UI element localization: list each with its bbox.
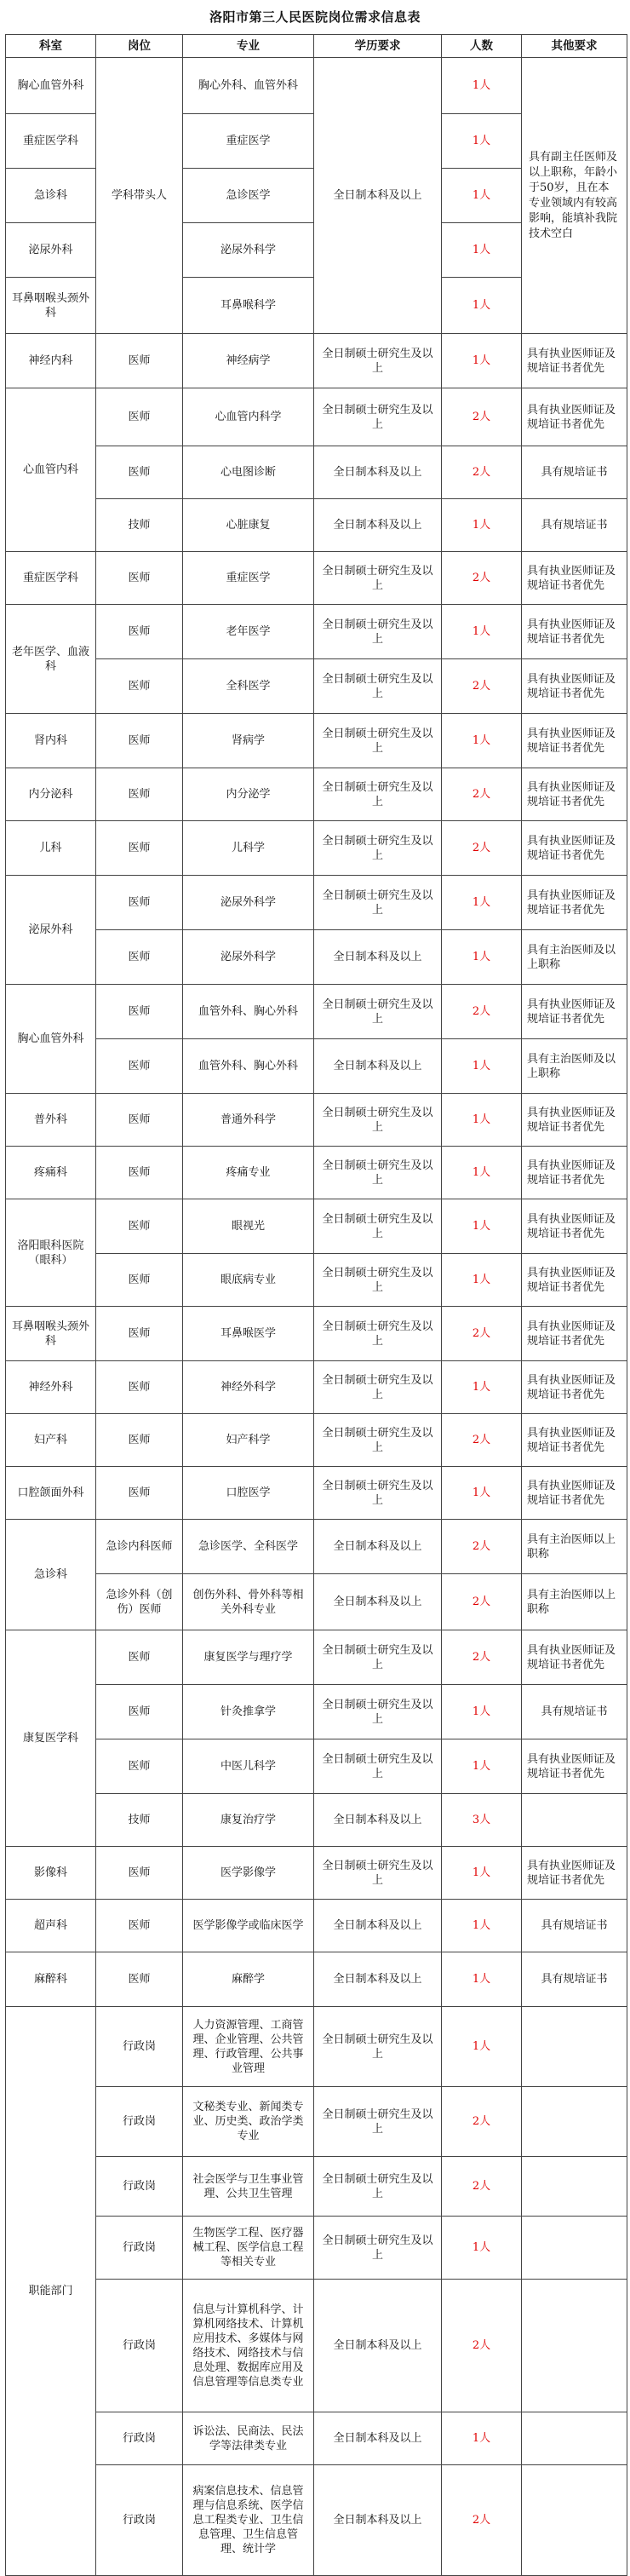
cell-other-requirements: 具有副主任医师及以上职称，年龄小于50岁，且在本专业领域内有较高影响，能填补我院技术空白 <box>522 58 627 334</box>
cell-department: 急诊科 <box>6 1520 96 1630</box>
cell-education: 全日制硕士研究生及以上 <box>314 605 442 659</box>
cell-headcount: 1人 <box>442 1094 522 1147</box>
cell-other-requirements: 具有执业医师证及规培证书者优先 <box>522 552 627 605</box>
cell-education: 全日制硕士研究生及以上 <box>314 1307 442 1361</box>
cell-major: 创伤外科、骨外科等相关外科专业 <box>183 1574 314 1630</box>
cell-other-requirements: 具有执业医师证及规培证书者优先 <box>522 768 627 821</box>
cell-other-requirements <box>522 2465 627 2576</box>
cell-headcount: 1人 <box>442 1361 522 1414</box>
cell-other-requirements <box>522 2087 627 2157</box>
cell-major: 血管外科、胸心外科 <box>183 985 314 1039</box>
cell-position: 医师 <box>96 1414 183 1467</box>
cell-education: 全日制硕士研究生及以上 <box>314 388 442 446</box>
cell-department: 心血管内科 <box>6 388 96 552</box>
table-row <box>6 499 627 552</box>
cell-headcount: 1人 <box>442 1254 522 1307</box>
header-other-requirements: 其他要求 <box>522 35 627 58</box>
cell-department: 重症医学科 <box>6 552 96 605</box>
table-row <box>6 1520 627 1574</box>
cell-education: 全日制本科及以上 <box>314 58 442 334</box>
table-row <box>6 1900 627 1952</box>
cell-education: 全日制硕士研究生及以上 <box>314 2157 442 2217</box>
cell-major: 老年医学 <box>183 605 314 659</box>
table-row <box>6 1094 627 1147</box>
table-row <box>6 876 627 930</box>
cell-major: 泌尿外科学 <box>183 930 314 985</box>
cell-department: 急诊科 <box>6 169 96 223</box>
cell-education: 全日制硕士研究生及以上 <box>314 2217 442 2280</box>
cell-major: 中医儿科学 <box>183 1739 314 1794</box>
cell-headcount: 1人 <box>442 1199 522 1254</box>
cell-education: 全日制本科及以上 <box>314 2280 442 2412</box>
cell-education: 全日制本科及以上 <box>314 1900 442 1952</box>
cell-position: 医师 <box>96 552 183 605</box>
cell-education: 全日制硕士研究生及以上 <box>314 334 442 388</box>
cell-major: 医学影像学 <box>183 1847 314 1900</box>
cell-education: 全日制硕士研究生及以上 <box>314 1254 442 1307</box>
cell-education: 全日制本科及以上 <box>314 2412 442 2465</box>
cell-major: 心脏康复 <box>183 499 314 552</box>
cell-position: 行政岗 <box>96 2280 183 2412</box>
cell-headcount: 1人 <box>442 1900 522 1952</box>
cell-other-requirements: 具有规培证书 <box>522 1952 627 2007</box>
cell-headcount: 2人 <box>442 2465 522 2576</box>
table-row <box>6 1147 627 1199</box>
cell-position: 医师 <box>96 1685 183 1739</box>
cell-education: 全日制本科及以上 <box>314 2465 442 2576</box>
cell-major: 妇产科学 <box>183 1414 314 1467</box>
cell-headcount: 2人 <box>442 1307 522 1361</box>
cell-department: 麻醉科 <box>6 1952 96 2007</box>
cell-position: 行政岗 <box>96 2087 183 2157</box>
cell-other-requirements: 具有主治医师以上职称 <box>522 1520 627 1574</box>
cell-department: 泌尿外科 <box>6 223 96 278</box>
cell-department: 超声科 <box>6 1900 96 1952</box>
cell-position: 医师 <box>96 985 183 1039</box>
cell-position: 医师 <box>96 821 183 876</box>
cell-headcount: 1人 <box>442 930 522 985</box>
cell-department: 职能部门 <box>6 2007 96 2576</box>
cell-headcount: 1人 <box>442 605 522 659</box>
table-row <box>6 1794 627 1847</box>
cell-department: 肾内科 <box>6 714 96 768</box>
table-row <box>6 1361 627 1414</box>
cell-other-requirements: 具有执业医师证及规培证书者优先 <box>522 1307 627 1361</box>
cell-headcount: 2人 <box>442 2280 522 2412</box>
cell-major: 儿科学 <box>183 821 314 876</box>
table-row <box>6 1199 627 1254</box>
cell-position: 医师 <box>96 876 183 930</box>
cell-major: 心电图诊断 <box>183 446 314 499</box>
cell-position: 医师 <box>96 1147 183 1199</box>
cell-position: 医师 <box>96 1739 183 1794</box>
table-row <box>6 334 627 388</box>
table-row <box>6 2007 627 2087</box>
cell-department: 内分泌科 <box>6 768 96 821</box>
cell-position: 医师 <box>96 1847 183 1900</box>
cell-department: 胸心血管外科 <box>6 58 96 114</box>
cell-position: 医师 <box>96 659 183 714</box>
cell-education: 全日制本科及以上 <box>314 1952 442 2007</box>
cell-education: 全日制本科及以上 <box>314 499 442 552</box>
cell-headcount: 2人 <box>442 2157 522 2217</box>
cell-department: 儿科 <box>6 821 96 876</box>
cell-position: 医师 <box>96 605 183 659</box>
job-requirements-table <box>5 34 627 2576</box>
cell-education: 全日制硕士研究生及以上 <box>314 1414 442 1467</box>
cell-other-requirements: 具有执业医师证及规培证书者优先 <box>522 659 627 714</box>
cell-headcount: 1人 <box>442 714 522 768</box>
cell-headcount: 1人 <box>442 1739 522 1794</box>
cell-other-requirements: 具有执业医师证及规培证书者优先 <box>522 388 627 446</box>
cell-position: 医师 <box>96 1199 183 1254</box>
cell-headcount: 2人 <box>442 2087 522 2157</box>
cell-education: 全日制硕士研究生及以上 <box>314 768 442 821</box>
cell-headcount: 1人 <box>442 499 522 552</box>
cell-headcount: 1人 <box>442 1039 522 1094</box>
cell-major: 社会医学与卫生事业管理、公共卫生管理 <box>183 2157 314 2217</box>
cell-other-requirements: 具有执业医师证及规培证书者优先 <box>522 1361 627 1414</box>
header-major: 专业 <box>183 35 314 58</box>
cell-headcount: 2人 <box>442 985 522 1039</box>
table-row <box>6 1952 627 2007</box>
cell-other-requirements: 具有执业医师证及规培证书者优先 <box>522 1847 627 1900</box>
cell-education: 全日制硕士研究生及以上 <box>314 1094 442 1147</box>
cell-education: 全日制本科及以上 <box>314 1794 442 1847</box>
cell-headcount: 1人 <box>442 2217 522 2280</box>
table-row <box>6 552 627 605</box>
page-title: 洛阳市第三人民医院岗位需求信息表 <box>209 9 421 25</box>
cell-education: 全日制硕士研究生及以上 <box>314 1739 442 1794</box>
cell-position: 急诊外科（创伤）医师 <box>96 1574 183 1630</box>
cell-other-requirements: 具有执业医师证及规培证书者优先 <box>522 605 627 659</box>
cell-position: 医师 <box>96 1467 183 1520</box>
cell-department: 胸心血管外科 <box>6 985 96 1094</box>
cell-position: 医师 <box>96 334 183 388</box>
cell-department: 耳鼻咽喉头颈外科 <box>6 1307 96 1361</box>
cell-major: 急诊医学、全科医学 <box>183 1520 314 1574</box>
cell-major: 眼视光 <box>183 1199 314 1254</box>
cell-education: 全日制硕士研究生及以上 <box>314 1147 442 1199</box>
header-headcount: 人数 <box>442 35 522 58</box>
cell-other-requirements: 具有执业医师证及规培证书者优先 <box>522 821 627 876</box>
table-row <box>6 1254 627 1307</box>
cell-position: 医师 <box>96 1630 183 1685</box>
cell-other-requirements: 具有执业医师证及规培证书者优先 <box>522 334 627 388</box>
cell-education: 全日制本科及以上 <box>314 1039 442 1094</box>
cell-headcount: 3人 <box>442 1794 522 1847</box>
cell-position: 医师 <box>96 1361 183 1414</box>
cell-department: 妇产科 <box>6 1414 96 1467</box>
cell-major: 全科医学 <box>183 659 314 714</box>
table-row <box>6 659 627 714</box>
cell-headcount: 1人 <box>442 876 522 930</box>
cell-major: 心血管内科学 <box>183 388 314 446</box>
cell-major: 康复医学与理疗学 <box>183 1630 314 1685</box>
table-row <box>6 2157 627 2217</box>
table-row <box>6 930 627 985</box>
cell-position: 医师 <box>96 1307 183 1361</box>
cell-education: 全日制硕士研究生及以上 <box>314 552 442 605</box>
cell-education: 全日制硕士研究生及以上 <box>314 985 442 1039</box>
cell-major: 肾病学 <box>183 714 314 768</box>
table-row <box>6 2087 627 2157</box>
cell-education: 全日制本科及以上 <box>314 1520 442 1574</box>
cell-headcount: 1人 <box>442 114 522 169</box>
table-row <box>6 768 627 821</box>
cell-headcount: 2人 <box>442 446 522 499</box>
cell-other-requirements: 具有主治医师及以上职称 <box>522 1039 627 1094</box>
cell-education: 全日制硕士研究生及以上 <box>314 876 442 930</box>
cell-department: 重症医学科 <box>6 114 96 169</box>
table-row <box>6 1414 627 1467</box>
cell-position: 医师 <box>96 930 183 985</box>
cell-department: 口腔颌面外科 <box>6 1467 96 1520</box>
cell-major: 泌尿外科学 <box>183 223 314 278</box>
table-row <box>6 1307 627 1361</box>
cell-position: 医师 <box>96 1094 183 1147</box>
cell-headcount: 1人 <box>442 223 522 278</box>
cell-position: 行政岗 <box>96 2007 183 2087</box>
cell-headcount: 1人 <box>442 1952 522 2007</box>
cell-other-requirements: 具有执业医师证及规培证书者优先 <box>522 1094 627 1147</box>
table-header-row <box>6 35 627 58</box>
table-row <box>6 58 627 114</box>
table-row <box>6 605 627 659</box>
table-row <box>6 1039 627 1094</box>
cell-major: 麻醉学 <box>183 1952 314 2007</box>
cell-other-requirements: 具有执业医师证及规培证书者优先 <box>522 1147 627 1199</box>
cell-other-requirements: 具有执业医师证及规培证书者优先 <box>522 1630 627 1685</box>
table-row <box>6 1847 627 1900</box>
cell-position: 行政岗 <box>96 2412 183 2465</box>
cell-major: 重症医学 <box>183 114 314 169</box>
cell-education: 全日制本科及以上 <box>314 1574 442 1630</box>
cell-department: 神经内科 <box>6 334 96 388</box>
cell-position: 医师 <box>96 1952 183 2007</box>
cell-other-requirements <box>522 2007 627 2087</box>
cell-headcount: 1人 <box>442 169 522 223</box>
cell-headcount: 2人 <box>442 1414 522 1467</box>
cell-position: 医师 <box>96 714 183 768</box>
cell-education: 全日制硕士研究生及以上 <box>314 1847 442 1900</box>
table-row <box>6 2217 627 2280</box>
cell-headcount: 2人 <box>442 1520 522 1574</box>
cell-major: 泌尿外科学 <box>183 876 314 930</box>
cell-other-requirements: 具有执业医师证及规培证书者优先 <box>522 1467 627 1520</box>
table-row <box>6 2280 627 2412</box>
cell-major: 耳鼻喉科学 <box>183 278 314 334</box>
cell-position: 行政岗 <box>96 2217 183 2280</box>
cell-position: 学科带头人 <box>96 58 183 334</box>
cell-other-requirements: 具有规培证书 <box>522 446 627 499</box>
cell-major: 针灸推拿学 <box>183 1685 314 1739</box>
cell-position: 医师 <box>96 1254 183 1307</box>
cell-department: 普外科 <box>6 1094 96 1147</box>
cell-education: 全日制硕士研究生及以上 <box>314 714 442 768</box>
table-row <box>6 714 627 768</box>
cell-other-requirements: 具有规培证书 <box>522 499 627 552</box>
cell-major: 重症医学 <box>183 552 314 605</box>
cell-education: 全日制本科及以上 <box>314 446 442 499</box>
cell-other-requirements: 具有规培证书 <box>522 1900 627 1952</box>
cell-other-requirements: 具有主治医师以上职称 <box>522 1574 627 1630</box>
cell-position: 行政岗 <box>96 2157 183 2217</box>
cell-headcount: 1人 <box>442 1147 522 1199</box>
cell-position: 急诊内科医师 <box>96 1520 183 1574</box>
cell-education: 全日制本科及以上 <box>314 930 442 985</box>
cell-major: 疼痛专业 <box>183 1147 314 1199</box>
cell-headcount: 1人 <box>442 1685 522 1739</box>
cell-position: 医师 <box>96 1900 183 1952</box>
cell-major: 诉讼法、民商法、民法学等法律类专业 <box>183 2412 314 2465</box>
cell-department: 康复医学科 <box>6 1630 96 1847</box>
cell-department: 疼痛科 <box>6 1147 96 1199</box>
cell-major: 口腔医学 <box>183 1467 314 1520</box>
cell-other-requirements: 具有执业医师证及规培证书者优先 <box>522 1199 627 1254</box>
cell-headcount: 1人 <box>442 334 522 388</box>
cell-position: 医师 <box>96 446 183 499</box>
cell-major: 信息与计算机科学、计算机网络技术、计算机应用技术、多媒体与网络技术、网络技术与信息处理、数据库应用及信息管理等信息类专业 <box>183 2280 314 2412</box>
cell-headcount: 2人 <box>442 659 522 714</box>
cell-position: 技师 <box>96 1794 183 1847</box>
cell-other-requirements: 具有执业医师证及规培证书者优先 <box>522 1414 627 1467</box>
header-education: 学历要求 <box>314 35 442 58</box>
cell-position: 医师 <box>96 768 183 821</box>
cell-headcount: 1人 <box>442 2412 522 2465</box>
table-row <box>6 1574 627 1630</box>
cell-education: 全日制硕士研究生及以上 <box>314 821 442 876</box>
cell-major: 普通外科学 <box>183 1094 314 1147</box>
cell-other-requirements <box>522 2157 627 2217</box>
cell-education: 全日制硕士研究生及以上 <box>314 1199 442 1254</box>
cell-other-requirements <box>522 2412 627 2465</box>
cell-headcount: 2人 <box>442 1574 522 1630</box>
cell-other-requirements <box>522 1794 627 1847</box>
cell-department: 影像科 <box>6 1847 96 1900</box>
cell-major: 文秘类专业、新闻类专业、历史类、政治学类专业 <box>183 2087 314 2157</box>
cell-other-requirements: 具有主治医师及以上职称 <box>522 930 627 985</box>
cell-major: 胸心外科、血管外科 <box>183 58 314 114</box>
cell-department: 老年医学、血液科 <box>6 605 96 714</box>
cell-headcount: 1人 <box>442 2007 522 2087</box>
cell-headcount: 1人 <box>442 278 522 334</box>
cell-major: 耳鼻喉医学 <box>183 1307 314 1361</box>
cell-headcount: 1人 <box>442 1467 522 1520</box>
cell-department: 神经外科 <box>6 1361 96 1414</box>
cell-other-requirements: 具有执业医师证及规培证书者优先 <box>522 1254 627 1307</box>
cell-major: 内分泌学 <box>183 768 314 821</box>
cell-major: 眼底病专业 <box>183 1254 314 1307</box>
cell-education: 全日制硕士研究生及以上 <box>314 1630 442 1685</box>
cell-education: 全日制硕士研究生及以上 <box>314 1467 442 1520</box>
cell-major: 医学影像学或临床医学 <box>183 1900 314 1952</box>
table-row <box>6 2412 627 2465</box>
cell-major: 神经病学 <box>183 334 314 388</box>
cell-other-requirements <box>522 2280 627 2412</box>
cell-position: 行政岗 <box>96 2465 183 2576</box>
header-position: 岗位 <box>96 35 183 58</box>
cell-other-requirements <box>522 2217 627 2280</box>
cell-other-requirements: 具有规培证书 <box>522 1685 627 1739</box>
cell-other-requirements: 具有执业医师证及规培证书者优先 <box>522 876 627 930</box>
cell-position: 医师 <box>96 1039 183 1094</box>
cell-major: 急诊医学 <box>183 169 314 223</box>
cell-headcount: 1人 <box>442 58 522 114</box>
cell-department: 洛阳眼科医院（眼科） <box>6 1199 96 1307</box>
cell-headcount: 2人 <box>442 1630 522 1685</box>
cell-major: 人力资源管理、工商管理、企业管理、公共管理、行政管理、公共事业管理 <box>183 2007 314 2087</box>
table-row <box>6 446 627 499</box>
cell-major: 病案信息技术、信息管理与信息系统、医学信息工程类专业、卫生信息管理、卫生信息管理、统计学 <box>183 2465 314 2576</box>
cell-position: 技师 <box>96 499 183 552</box>
cell-position: 医师 <box>96 388 183 446</box>
cell-education: 全日制硕士研究生及以上 <box>314 1685 442 1739</box>
cell-major: 生物医学工程、医疗器械工程、医学信息工程等相关专业 <box>183 2217 314 2280</box>
table-row <box>6 821 627 876</box>
cell-headcount: 2人 <box>442 388 522 446</box>
cell-major: 康复治疗学 <box>183 1794 314 1847</box>
cell-major: 血管外科、胸心外科 <box>183 1039 314 1094</box>
cell-department: 泌尿外科 <box>6 876 96 985</box>
cell-education: 全日制硕士研究生及以上 <box>314 659 442 714</box>
cell-headcount: 2人 <box>442 821 522 876</box>
table-row <box>6 1685 627 1739</box>
cell-other-requirements: 具有执业医师证及规培证书者优先 <box>522 714 627 768</box>
cell-major: 神经外科学 <box>183 1361 314 1414</box>
header-department: 科室 <box>6 35 96 58</box>
cell-other-requirements: 具有执业医师证及规培证书者优先 <box>522 985 627 1039</box>
cell-headcount: 2人 <box>442 552 522 605</box>
cell-education: 全日制硕士研究生及以上 <box>314 1361 442 1414</box>
cell-other-requirements: 具有执业医师证及规培证书者优先 <box>522 1739 627 1794</box>
cell-education: 全日制硕士研究生及以上 <box>314 2007 442 2087</box>
table-row <box>6 985 627 1039</box>
cell-education: 全日制硕士研究生及以上 <box>314 2087 442 2157</box>
cell-headcount: 2人 <box>442 768 522 821</box>
table-row <box>6 1739 627 1794</box>
table-row <box>6 388 627 446</box>
table-row <box>6 2465 627 2576</box>
cell-headcount: 1人 <box>442 1847 522 1900</box>
cell-department: 耳鼻咽喉头颈外科 <box>6 278 96 334</box>
table-row <box>6 1630 627 1685</box>
table-row <box>6 1467 627 1520</box>
